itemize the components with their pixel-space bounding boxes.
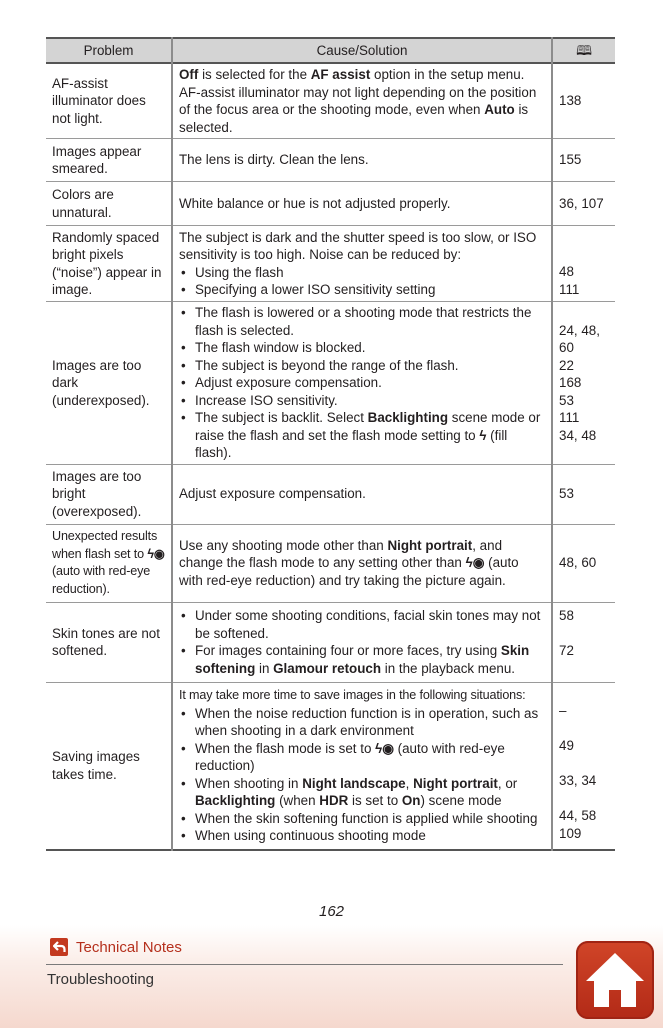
table-row [46,139,615,182]
page-ref-cell: 138 [559,93,582,109]
problem-cell: Saving images takes time. [46,682,172,850]
footer-divider [46,964,563,965]
list-item: • The subject is beyond the range of the flash. [179,357,545,375]
list-item: • Using the flash [179,264,545,282]
cause-cell: The subject is dark and the shutter speed is too slow, or ISO sensitivity is too high. Noise can be reduced by: • Using the flash • Specifying a lower ISO sensitivity setting [172,226,552,302]
section-link-technical-notes[interactable] [50,938,182,956]
back-arrow-icon[interactable] [50,938,68,956]
list-item: • When the flash mode is set to ϟ◉ (auto with red-eye reduction) [179,740,545,775]
page-ref-cell: 36, 107 [559,195,604,211]
header-problem: Problem [46,38,172,63]
page-ref-cell: 58 72 [559,607,574,658]
list-item: • Under some shooting conditions, facial skin tones may not be softened. [179,607,545,642]
header-page-reference-icon: 🕮 [552,38,615,63]
problem-cell: Unexpected results when flash set to ϟ◉ (auto with red-eye reduction). [46,524,172,602]
flash-red-eye-icon: ϟ◉ [375,740,394,756]
page-ref-cell: 53 [559,486,574,502]
problem-cell: Skin tones are not softened. [46,602,172,682]
list-item: • The subject is backlit. Select Backlighting scene mode or raise the flash and set the flash mode setting to ϟ (fill flash). [179,409,545,462]
problem-cell: Images are too bright (overexposed). [46,464,172,524]
section-title[interactable]: Technical Notes [76,938,182,956]
flash-red-eye-icon: ϟ◉ [147,546,165,561]
troubleshooting-table [46,37,615,851]
cause-cell [172,302,552,465]
cause-cell: The lens is dirty. Clean the lens. [172,139,552,182]
problem-cell: Images appear smeared. [46,139,172,182]
table-row [46,602,615,682]
table-row [46,682,615,850]
list-item: • When shooting in Night landscape, Night portrait, or Backlighting (when HDR is set to On) scene mode [179,775,545,810]
list-item: • Increase ISO sensitivity. [179,392,545,410]
problem-cell: Images are too dark (underexposed). [46,302,172,465]
page-ref-cell: – 49 33, 34 44, 58 109 [559,703,597,841]
cause-cell: Off is selected for the AF assist option in the setup menu. AF-assist illuminator may not light depending on the position of the focus area or the shooting mode, even when Auto is selected. [172,63,552,139]
home-icon [584,950,646,1010]
page-ref-cell: 24, 48, 60 22 168 53 111 34, 48 [559,322,600,443]
list-item: • When the noise reduction function is in operation, such as when shooting in a dark environment [179,705,545,740]
table-row [46,226,615,302]
flash-red-eye-icon: ϟ◉ [465,555,485,571]
page-number: 162 [318,903,345,920]
table-row [46,524,615,602]
page-ref-cell: 155 [559,152,582,168]
problem-cell: Colors are unnatural. [46,182,172,226]
problem-cell: Randomly spaced bright pixels (“noise”) appear in image. [46,226,172,302]
table-row [46,302,615,465]
table-header-row [46,38,615,63]
cause-cell: White balance or hue is not adjusted properly. [172,182,552,226]
list-item: • The flash is lowered or a shooting mode that restricts the flash is selected. [179,304,545,339]
list-item: • The flash window is blocked. [179,339,545,357]
list-item: • Specifying a lower ISO sensitivity setting [179,281,545,299]
table-row [46,182,615,226]
fill-flash-icon: ϟ [479,427,487,443]
table-row [46,464,615,524]
cause-cell: Use any shooting mode other than Night portrait, and change the flash mode to any setting other than ϟ◉ (auto with red-eye reduction) and try taking the picture again. [172,524,552,602]
page-ref-cell: 48, 60 [559,555,597,571]
breadcrumb: Troubleshooting [47,971,155,988]
cause-cell: It may take more time to save images in the following situations: • When the noise reduction function is in operation, such as when shooting in a dark environment • When the flash mode is set to ϟ◉ (auto with red-eye reduction) • When shooting in Night landscape, Night portrait, or Backlighting (when HDR is set to On) scene mode • When the skin softening function is applied while shooting • When using continuous shooting mode [172,682,552,850]
cause-cell: Adjust exposure compensation. [172,464,552,524]
cause-cell [172,602,552,682]
list-item: • When the skin softening function is applied while shooting [179,810,545,828]
list-item: • When using continuous shooting mode [179,827,545,845]
list-item: • For images containing four or more faces, try using Skin softening in Glamour retouch in the playback menu. [179,642,545,677]
table-row [46,63,615,139]
home-button[interactable] [576,941,654,1019]
page-ref-cell: 48 111 [559,264,580,297]
problem-cell: AF-assist illuminator does not light. [46,63,172,139]
header-cause: Cause/Solution [172,38,552,63]
list-item: • Adjust exposure compensation. [179,374,545,392]
